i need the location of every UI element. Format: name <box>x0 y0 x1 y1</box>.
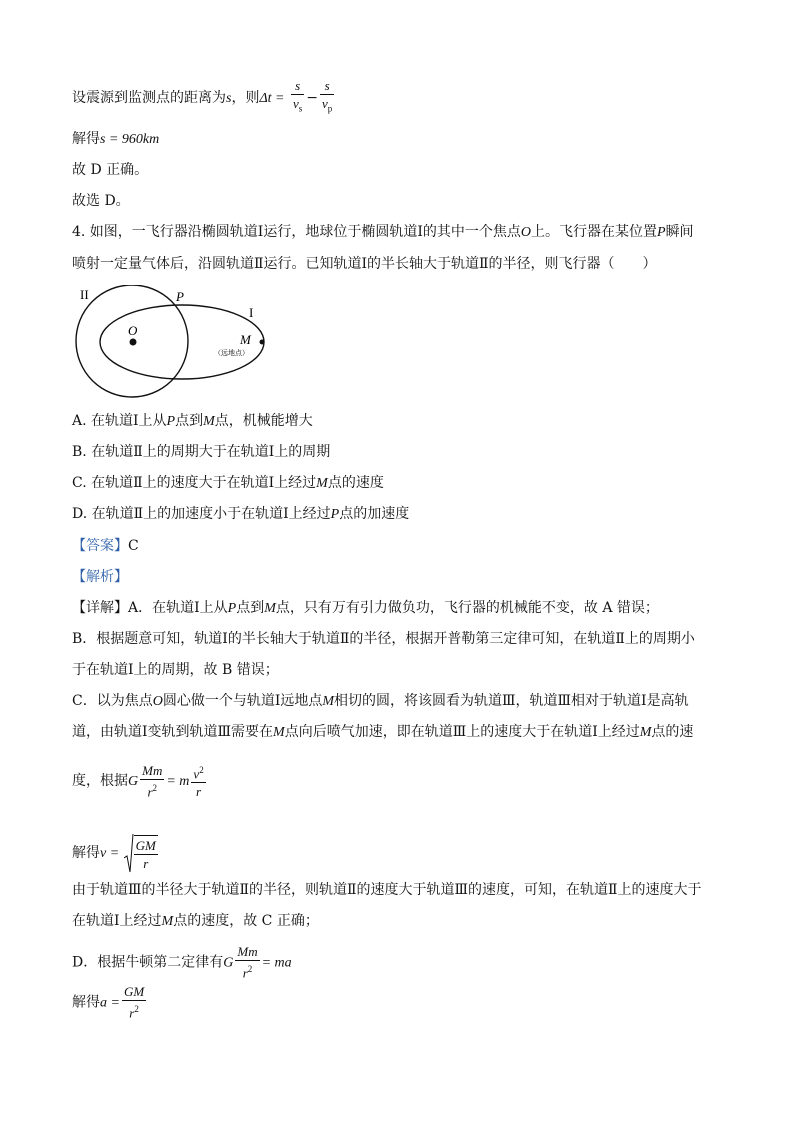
analysis-c-2: 道，由轨道Ⅰ变轨到轨道Ⅲ需要在M点向后喷气加速，即在轨道Ⅲ上的速度大于在轨道Ⅰ上经过M点的速 <box>72 724 694 740</box>
fraction-s-over-vp: $\frac{s}{v_p}$ <box>320 78 334 118</box>
analysis-a: 【详解】A．在轨道Ⅰ上从P点到M点，只有万有引力做负功，飞行器的机械能不变，故 A 错误； <box>72 600 659 616</box>
fraction-mm-over-r2: $\frac{Mm}{r^2}$ <box>237 944 258 981</box>
question-4-line-2: 喷射一定量气体后，沿圆轨道Ⅱ运行。已知轨道Ⅰ的半长轴大于轨道Ⅱ的半径，则飞行器（ ） <box>72 256 657 272</box>
analysis-c-3: 度，根据G $\frac{Mm}{r^2}$ = m $\frac{v^2}{r}$ <box>72 762 204 800</box>
d-correct-line: 故 D 正确。 <box>72 162 149 178</box>
s-result: s = 960km <box>100 132 160 147</box>
label-p: P <box>176 289 184 304</box>
option-d: D. 在轨道Ⅱ上的加速度小于在轨道Ⅰ上经过P点的加速度 <box>72 506 410 522</box>
analysis-d-1: D．根据牛顿第二定律有G $\frac{Mm}{r^2}$ = ma <box>72 944 292 981</box>
text: 设震源到监测点的距离为 <box>72 89 226 106</box>
text: ，则 <box>231 89 260 106</box>
answer-label: 【答案】 <box>72 538 128 554</box>
analysis-c-5: 由于轨道Ⅲ的半径大于轨道Ⅱ的半径，则轨道Ⅱ的速度大于轨道Ⅲ的速度，可知，在轨道Ⅱ上的速度大于 <box>72 882 702 898</box>
fraction-gm-over-r2: $\frac{GM}{r^2}$ <box>123 984 145 1021</box>
label-o: O <box>128 323 138 338</box>
answer-value: C <box>128 538 139 554</box>
fraction-s-over-vs: $\frac{s}{v_s}$ <box>291 78 304 118</box>
choose-d-line: 故选 D。 <box>72 193 130 209</box>
option-c: C. 在轨道Ⅱ上的速度大于在轨道Ⅰ上经过M点的速度 <box>72 475 384 491</box>
distance-setup-line <box>72 78 336 118</box>
fraction-v2-over-r: $\frac{v^2}{r}$ <box>193 765 204 800</box>
label-apogee: （远地点） <box>214 349 249 357</box>
solve-s-line: 解得s = 960km <box>72 131 160 147</box>
analysis-c-6: 在轨道Ⅰ上经过M点的速度，故 C 正确； <box>72 913 319 929</box>
sqrt-gm-over-r: $\frac{GM}{r}$ <box>124 832 160 874</box>
label-i: I <box>249 305 254 320</box>
earth-focus-dot <box>130 339 137 346</box>
analysis-b-1: B．根据题意可知，轨道Ⅰ的半长轴大于轨道Ⅱ的半径，根据开普勒第三定律可知，在轨道Ⅱ上的周期小 <box>72 631 695 647</box>
analysis-label: 【解析】 <box>72 569 128 585</box>
minus: − <box>306 89 318 106</box>
label-ii: II <box>80 287 89 302</box>
option-b: B. 在轨道Ⅱ上的周期大于在轨道Ⅰ上的周期 <box>72 444 331 460</box>
document-page <box>72 0 722 1123</box>
radical-sign <box>124 832 134 874</box>
answer-line <box>72 536 139 556</box>
analysis-c-4: 解得v = $\frac{GM}{r}$ <box>72 832 160 874</box>
option-a: A. 在轨道Ⅰ上从P点到M点，机械能增大 <box>72 413 313 429</box>
apogee-dot <box>260 340 265 345</box>
analysis-b-2: 于在轨道Ⅰ上的周期，故 B 错误； <box>72 662 279 678</box>
orbit-diagram <box>72 285 282 400</box>
var-s: s <box>226 90 232 106</box>
fraction-mm-over-r2: $\frac{Mm}{r^2}$ <box>142 762 163 799</box>
delta-t: Δt = <box>259 90 285 106</box>
analysis-c-1: C．以为焦点O圆心做一个与轨道Ⅰ远地点M相切的圆，将该圆看为轨道Ⅲ，轨道Ⅲ相对于轨道Ⅰ是高轨 <box>72 693 689 709</box>
question-4-line-1: 4. 如图，一飞行器沿椭圆轨道Ⅰ运行，地球位于椭圆轨道Ⅰ的其中一个焦点O上。飞行器在某位置P瞬间 <box>72 224 694 240</box>
label-m: M <box>240 332 251 347</box>
analysis-d-2: 解得a = $\frac{GM}{r^2}$ <box>72 984 145 1021</box>
